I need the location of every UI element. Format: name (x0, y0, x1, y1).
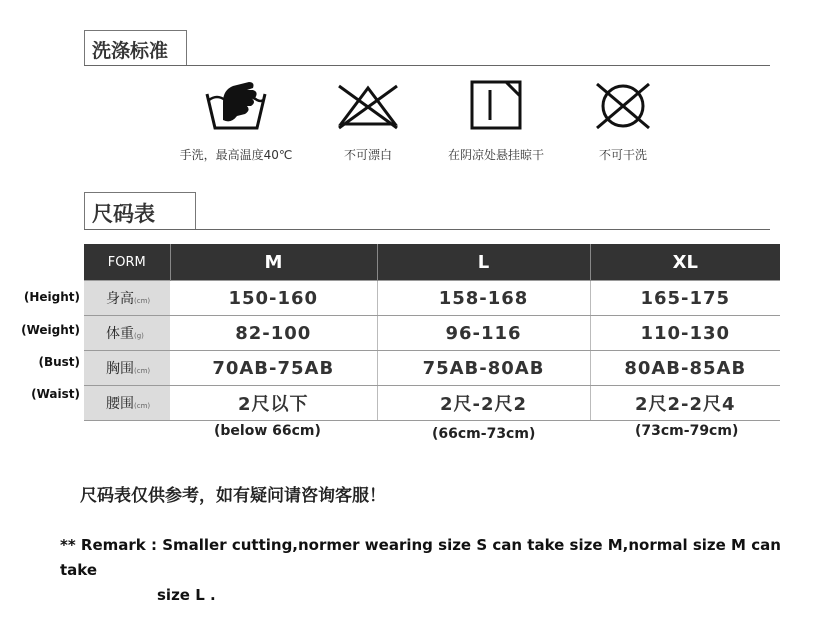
line-dry-label: 在阴凉处悬挂晾干 (447, 148, 544, 162)
table-row (84, 281, 780, 316)
waist-cm-l: (66cm-73cm) (432, 426, 536, 442)
table-cell: 80AB-85AB (590, 351, 780, 386)
row-head-text: 腰围 (106, 396, 134, 412)
row-head-unit: (cm) (134, 402, 151, 410)
table-header-row (84, 244, 780, 281)
size-chart-header (84, 192, 784, 230)
row-head-text: 胸围 (106, 361, 134, 377)
row-head-weight (84, 316, 170, 351)
row-label-waist: (Waist) (31, 387, 80, 401)
size-table (84, 244, 780, 421)
no-bleach-label: 不可漂白 (343, 148, 392, 162)
table-cell: 110-130 (590, 316, 780, 351)
line-dry-shade-icon (466, 80, 526, 132)
hand-wash-icon (201, 80, 271, 132)
table-cell: 70AB-75AB (170, 351, 377, 386)
row-label-weight: (Weight) (21, 323, 80, 337)
header-bracket-tick (195, 192, 196, 229)
remark-line-2: size L . (157, 586, 216, 604)
row-head-bust (84, 351, 170, 386)
header-rule (84, 65, 770, 66)
hand-wash-label: 手洗，最高温度40℃ (179, 148, 293, 162)
care-item-no-dry-clean (578, 80, 668, 163)
table-cell: 150-160 (170, 281, 377, 316)
wash-standard-header (84, 30, 784, 66)
table-cell: 82-100 (170, 316, 377, 351)
header-bracket-left (84, 30, 85, 65)
no-bleach-icon (333, 80, 403, 132)
row-head-waist (84, 386, 170, 421)
column-header-m: M (170, 244, 377, 281)
corner-header: FORM (84, 244, 170, 281)
table-row (84, 386, 780, 421)
header-bracket-left (84, 192, 85, 229)
table-cell: 158-168 (377, 281, 590, 316)
header-bracket-top (84, 30, 186, 31)
header-rule (84, 229, 770, 230)
remark-line-1: ** Remark : Smaller cutting,normer wearing size S can take size M,normal size M can take (60, 536, 781, 579)
row-head-text: 体重 (106, 326, 134, 342)
no-dry-clean-icon (591, 80, 655, 132)
row-head-unit: (cm) (134, 367, 151, 375)
table-cell: 2尺-2尺2 (377, 386, 590, 421)
row-head-height (84, 281, 170, 316)
row-label-bust: (Bust) (38, 355, 80, 369)
row-label-height: (Height) (23, 290, 80, 304)
column-header-l: L (377, 244, 590, 281)
header-bracket-top (84, 192, 195, 193)
table-cell: 2尺以下 (170, 386, 377, 421)
size-chart-title: 尺码表 (92, 202, 155, 226)
row-head-unit: (g) (134, 332, 144, 340)
waist-cm-m: (below 66cm) (214, 423, 321, 439)
header-bracket-tick (186, 30, 187, 65)
waist-cm-xl: (73cm-79cm) (635, 423, 739, 439)
no-dry-clean-label: 不可干洗 (598, 148, 647, 162)
table-cell: 75AB-80AB (377, 351, 590, 386)
table-row (84, 351, 780, 386)
wash-standard-title: 洗涤标准 (92, 40, 169, 62)
remark-text (60, 533, 800, 608)
table-cell: 96-116 (377, 316, 590, 351)
column-header-xl: XL (590, 244, 780, 281)
care-item-hand-wash (168, 80, 304, 163)
care-item-no-bleach (318, 80, 418, 163)
reference-note: 尺码表仅供参考，如有疑问请咨询客服！ (80, 486, 386, 506)
table-row (84, 316, 780, 351)
care-item-line-dry (436, 80, 556, 163)
row-head-text: 身高 (106, 291, 134, 307)
table-cell: 165-175 (590, 281, 780, 316)
row-head-unit: (cm) (134, 297, 151, 305)
table-cell: 2尺2-2尺4 (590, 386, 780, 421)
